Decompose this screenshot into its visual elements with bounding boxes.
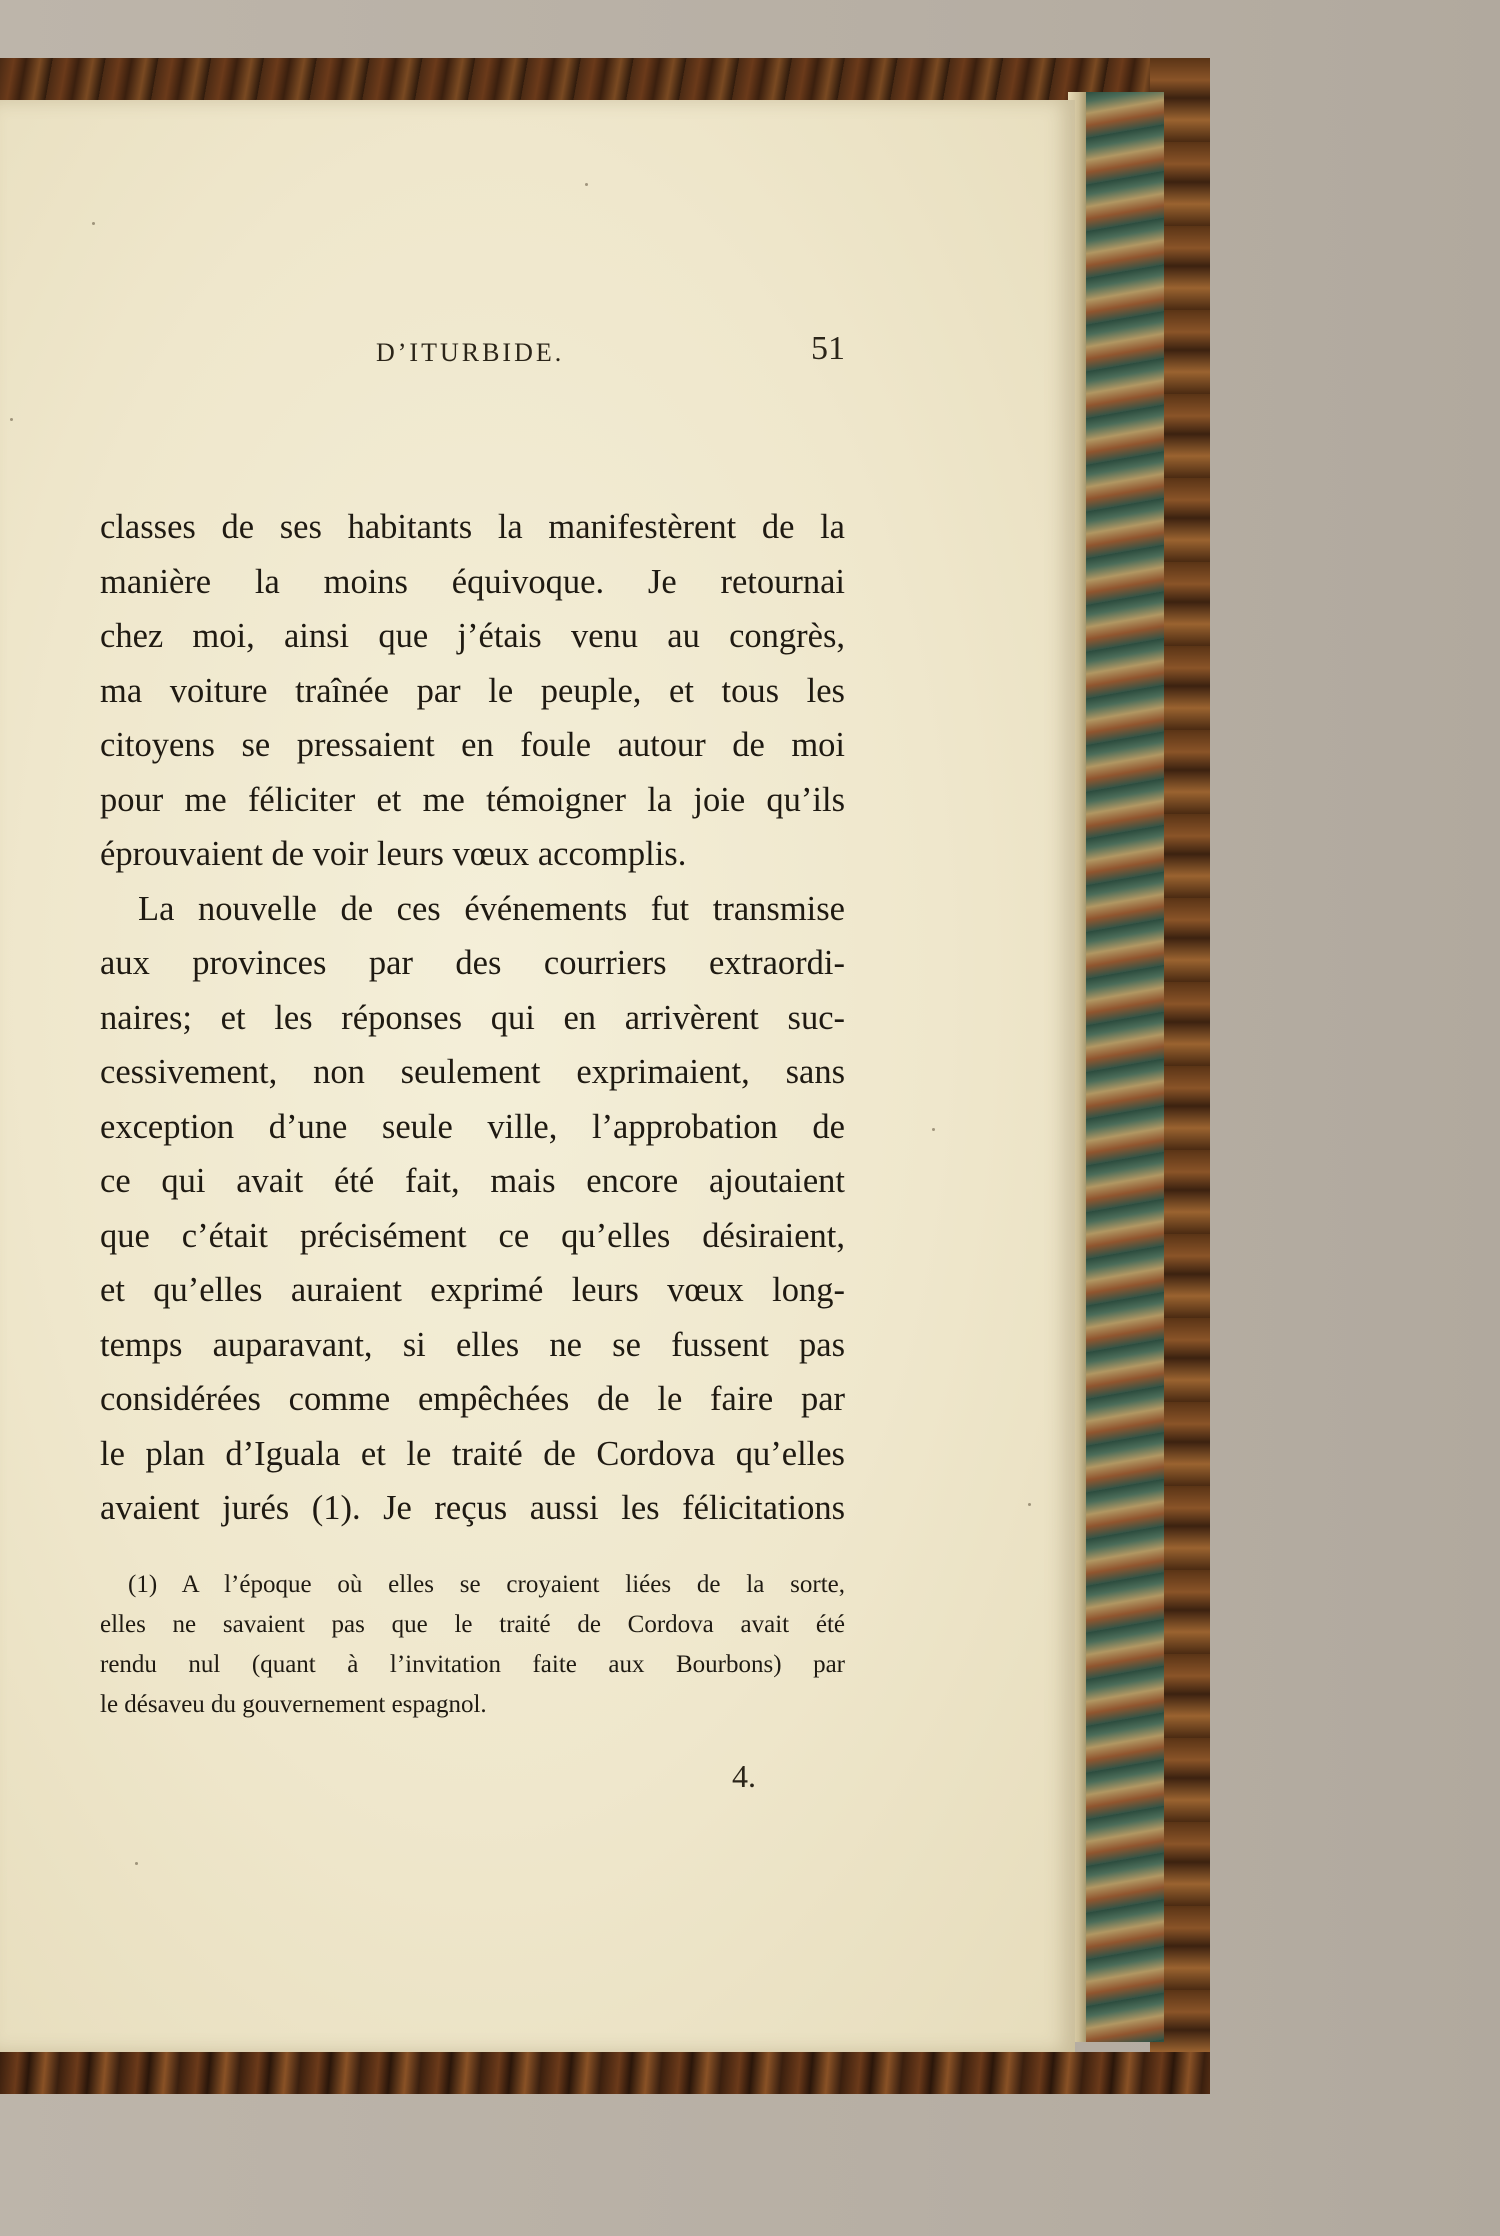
body-text — [100, 500, 845, 1536]
paper-speck — [92, 222, 95, 225]
text-line: cessivement, non seulement exprimaient, sans — [100, 1053, 845, 1091]
text-line: aux provinces par des courriers extraordi- — [100, 944, 845, 982]
running-head: D’ITURBIDE. — [376, 338, 565, 367]
text-line: considérées comme empêchées de le faire par — [100, 1380, 845, 1418]
text-line: naires; et les réponses qui en arrivèrent suc- — [100, 998, 845, 1037]
text-line: classes de ses habitants la manifestèrent de la — [100, 508, 845, 546]
text-line: temps auparavant, si elles ne se fussent pas — [100, 1325, 845, 1364]
paper-speck — [585, 183, 588, 186]
text-line: citoyens se pressaient en foule autour de moi — [100, 726, 845, 764]
paper-speck — [932, 1128, 935, 1131]
paper-speck — [1028, 1503, 1031, 1506]
text-line: et qu’elles auraient exprimé leurs vœux long- — [100, 1271, 845, 1309]
book-cover-bottom-edge — [0, 2052, 1210, 2094]
footnote-line: elles ne savaient pas que le traité de Cordova avait été — [100, 1611, 845, 1638]
footnote — [100, 1565, 845, 1725]
footnote-line: le désaveu du gouvernement espagnol. — [100, 1691, 487, 1718]
paper-speck — [10, 418, 13, 421]
text-line: ma voiture traînée par le peuple, et tous les — [100, 671, 845, 710]
text-line: La nouvelle de ces événements fut transmise — [138, 889, 845, 928]
page-number: 51 — [811, 330, 845, 367]
page-header — [100, 330, 845, 398]
text-line: chez moi, ainsi que j’étais venu au congrès, — [100, 617, 845, 655]
text-line: manière la moins équivoque. Je retournai — [100, 562, 845, 601]
text-line: que c’était précisément ce qu’elles désiraient, — [100, 1216, 845, 1255]
marbled-fore-edge — [1082, 92, 1164, 2042]
footnote-line: rendu nul (quant à l’invitation faite aux Bourbons) par — [100, 1651, 845, 1678]
text-line: pour me féliciter et me témoigner la joie qu’ils — [100, 780, 845, 819]
text-line: le plan d’Iguala et le traité de Cordova qu’elles — [100, 1434, 845, 1473]
text-line: exception d’une seule ville, l’approbation de — [100, 1107, 845, 1146]
footnote-line: (1) A l’époque où elles se croyaient liées de la sorte, — [128, 1571, 845, 1598]
paper-speck — [135, 1862, 138, 1865]
text-line: éprouvaient de voir leurs vœux accomplis. — [100, 835, 687, 873]
signature-mark: 4. — [732, 1758, 756, 1794]
text-line: avaient jurés (1). Je reçus aussi les félicitations — [100, 1489, 845, 1527]
text-line: ce qui avait été fait, mais encore ajoutaient — [100, 1162, 845, 1200]
